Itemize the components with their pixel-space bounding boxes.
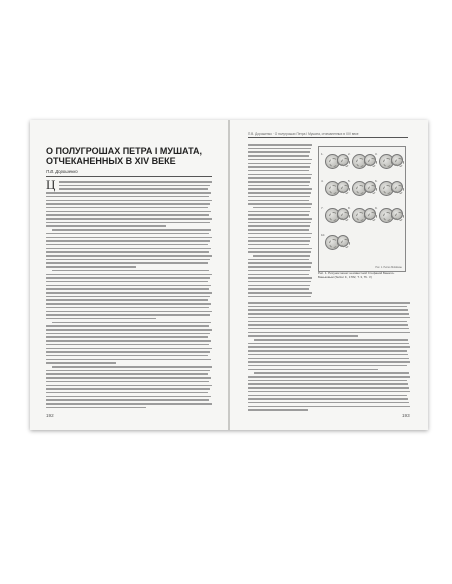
text-line — [59, 185, 210, 187]
text-line — [46, 399, 209, 401]
text-line — [46, 292, 212, 294]
text-line — [46, 222, 210, 224]
text-line — [248, 229, 309, 231]
text-line — [46, 281, 208, 283]
text-line — [248, 361, 410, 363]
text-line — [52, 229, 211, 231]
text-line — [46, 311, 212, 313]
text-line — [248, 151, 310, 153]
text-line — [52, 366, 212, 368]
text-line — [253, 207, 311, 209]
coin-reverse-image — [391, 154, 403, 166]
drop-cap: Ц — [46, 177, 56, 192]
text-line — [248, 409, 308, 411]
text-line — [248, 358, 409, 360]
text-line — [46, 407, 146, 409]
text-line — [46, 370, 210, 372]
coin-reverse-image — [391, 181, 403, 193]
text-line — [46, 259, 210, 261]
text-line — [248, 148, 311, 150]
text-line — [46, 248, 211, 250]
text-line — [46, 196, 209, 198]
coin-label: 7. — [321, 206, 324, 210]
coin-label: 2. — [348, 152, 351, 156]
text-line — [248, 277, 312, 279]
text-line — [46, 336, 208, 338]
text-line — [248, 262, 312, 264]
text-line — [46, 233, 209, 235]
text-line — [46, 200, 212, 202]
text-line — [46, 392, 208, 394]
text-line — [46, 285, 211, 287]
text-line — [248, 170, 309, 172]
article-title: О ПОЛУГРОШАХ ПЕТРА I МУШАТА, ОТЧЕКАНЕННЫХ В XIV ВЕКЕ — [46, 146, 202, 166]
text-line — [248, 196, 310, 198]
text-line — [248, 166, 310, 168]
text-line — [46, 318, 156, 320]
text-line — [46, 388, 210, 390]
text-line — [46, 307, 209, 309]
text-line — [248, 406, 410, 408]
text-line — [254, 372, 409, 374]
text-line — [248, 332, 410, 334]
text-line — [248, 192, 311, 194]
text-line — [46, 255, 212, 257]
text-line — [46, 214, 209, 216]
text-line — [52, 270, 209, 272]
text-line — [248, 214, 309, 216]
text-line — [248, 346, 410, 348]
text-line — [248, 302, 410, 304]
text-line — [46, 251, 209, 253]
text-line — [248, 188, 312, 190]
text-line — [248, 225, 310, 227]
text-line — [248, 328, 409, 330]
text-line — [248, 240, 310, 242]
text-line — [248, 259, 309, 261]
text-line — [253, 255, 310, 257]
text-line — [248, 144, 312, 146]
text-line — [46, 225, 166, 227]
text-line — [46, 244, 208, 246]
figure-inner-caption: Рис. 1. Petrus Moldaviae — [375, 266, 402, 269]
text-line — [46, 277, 210, 279]
text-line — [248, 181, 310, 183]
text-line — [46, 359, 211, 361]
text-line — [248, 185, 309, 187]
text-line — [248, 395, 407, 397]
text-line — [46, 266, 136, 268]
running-header: П.В. Дорошенко · О полугрошах Петра I Мушата, отчеканенных в XIV веке — [248, 132, 359, 136]
text-line — [46, 355, 208, 357]
text-line — [46, 377, 211, 379]
text-line — [59, 181, 212, 183]
text-line — [248, 306, 407, 308]
text-line — [248, 155, 309, 157]
coin-reverse-image — [337, 235, 349, 247]
text-line — [254, 339, 408, 341]
text-line — [248, 288, 309, 290]
text-line — [248, 248, 312, 250]
text-line — [46, 351, 210, 353]
text-line — [46, 362, 116, 364]
coin-label: 9. — [375, 206, 378, 210]
text-line — [52, 322, 211, 324]
text-line — [46, 385, 212, 387]
text-line — [248, 365, 407, 367]
text-line — [248, 159, 312, 161]
text-line — [248, 313, 409, 315]
text-line — [248, 270, 310, 272]
article-author: П.В. Дорошенко — [46, 169, 78, 174]
text-line — [46, 192, 211, 194]
text-line — [248, 309, 408, 311]
text-line — [248, 233, 312, 235]
figure-caption: Рис. 1. Рисунок монет неизвестной Стефаной Банало-Баньковым (Sulzer F., 1782, Т. 3, Tb. V) — [318, 271, 395, 279]
text-line — [248, 211, 310, 213]
text-line — [46, 325, 209, 327]
text-line — [248, 222, 311, 224]
text-line — [46, 237, 212, 239]
text-line — [248, 391, 410, 393]
text-line — [46, 373, 208, 375]
coin-reverse-image — [391, 208, 403, 220]
right-page-number: 193 — [402, 413, 410, 418]
text-line — [46, 314, 210, 316]
text-line — [46, 340, 211, 342]
text-line — [248, 376, 410, 378]
coin-label: 5. — [348, 179, 351, 183]
text-line — [248, 380, 407, 382]
text-line — [248, 274, 309, 276]
text-line — [46, 303, 211, 305]
left-page-number: 192 — [46, 413, 54, 418]
text-line — [248, 324, 408, 326]
text-line — [248, 335, 358, 337]
coin-label: 6. — [375, 179, 378, 183]
text-line — [46, 218, 212, 220]
title-rule — [46, 176, 212, 177]
text-line — [248, 383, 408, 385]
text-line — [46, 299, 208, 301]
coin-label: 8. — [348, 206, 351, 210]
coin-figure — [318, 146, 406, 272]
book-spread — [30, 120, 428, 430]
text-line — [46, 211, 211, 213]
text-line — [46, 348, 212, 350]
coin-label: 4. — [321, 179, 324, 183]
text-line — [248, 387, 409, 389]
text-line — [46, 274, 212, 276]
text-line — [248, 350, 407, 352]
text-line — [248, 244, 309, 246]
text-line — [248, 321, 407, 323]
text-line — [248, 354, 408, 356]
text-line — [46, 403, 212, 405]
text-line — [248, 402, 409, 404]
text-line — [248, 203, 312, 205]
text-line — [248, 237, 311, 239]
right-page — [230, 120, 428, 430]
text-line — [46, 381, 209, 383]
text-line — [248, 317, 410, 319]
text-line — [248, 292, 312, 294]
text-line — [46, 396, 211, 398]
text-line — [46, 203, 210, 205]
text-line — [46, 240, 210, 242]
header-rule — [248, 137, 408, 138]
text-line — [46, 329, 212, 331]
coin-label: 1. — [321, 152, 324, 156]
text-line — [46, 262, 208, 264]
text-line — [46, 288, 209, 290]
text-line — [59, 188, 208, 190]
text-line — [248, 266, 311, 268]
text-line — [46, 333, 210, 335]
text-line — [248, 296, 311, 298]
text-line — [46, 296, 210, 298]
text-line — [248, 200, 309, 202]
text-line — [248, 177, 311, 179]
left-page — [30, 120, 228, 430]
text-line — [248, 163, 311, 165]
text-line — [248, 285, 310, 287]
text-line — [248, 218, 312, 220]
coin-label: 10. — [321, 233, 326, 237]
text-line — [46, 344, 209, 346]
text-line — [248, 369, 378, 371]
text-line — [248, 343, 409, 345]
coin-label: 3. — [375, 152, 378, 156]
text-line — [248, 174, 312, 176]
text-line — [248, 251, 311, 253]
text-line — [248, 398, 408, 400]
text-line — [46, 207, 208, 209]
text-line — [248, 281, 311, 283]
